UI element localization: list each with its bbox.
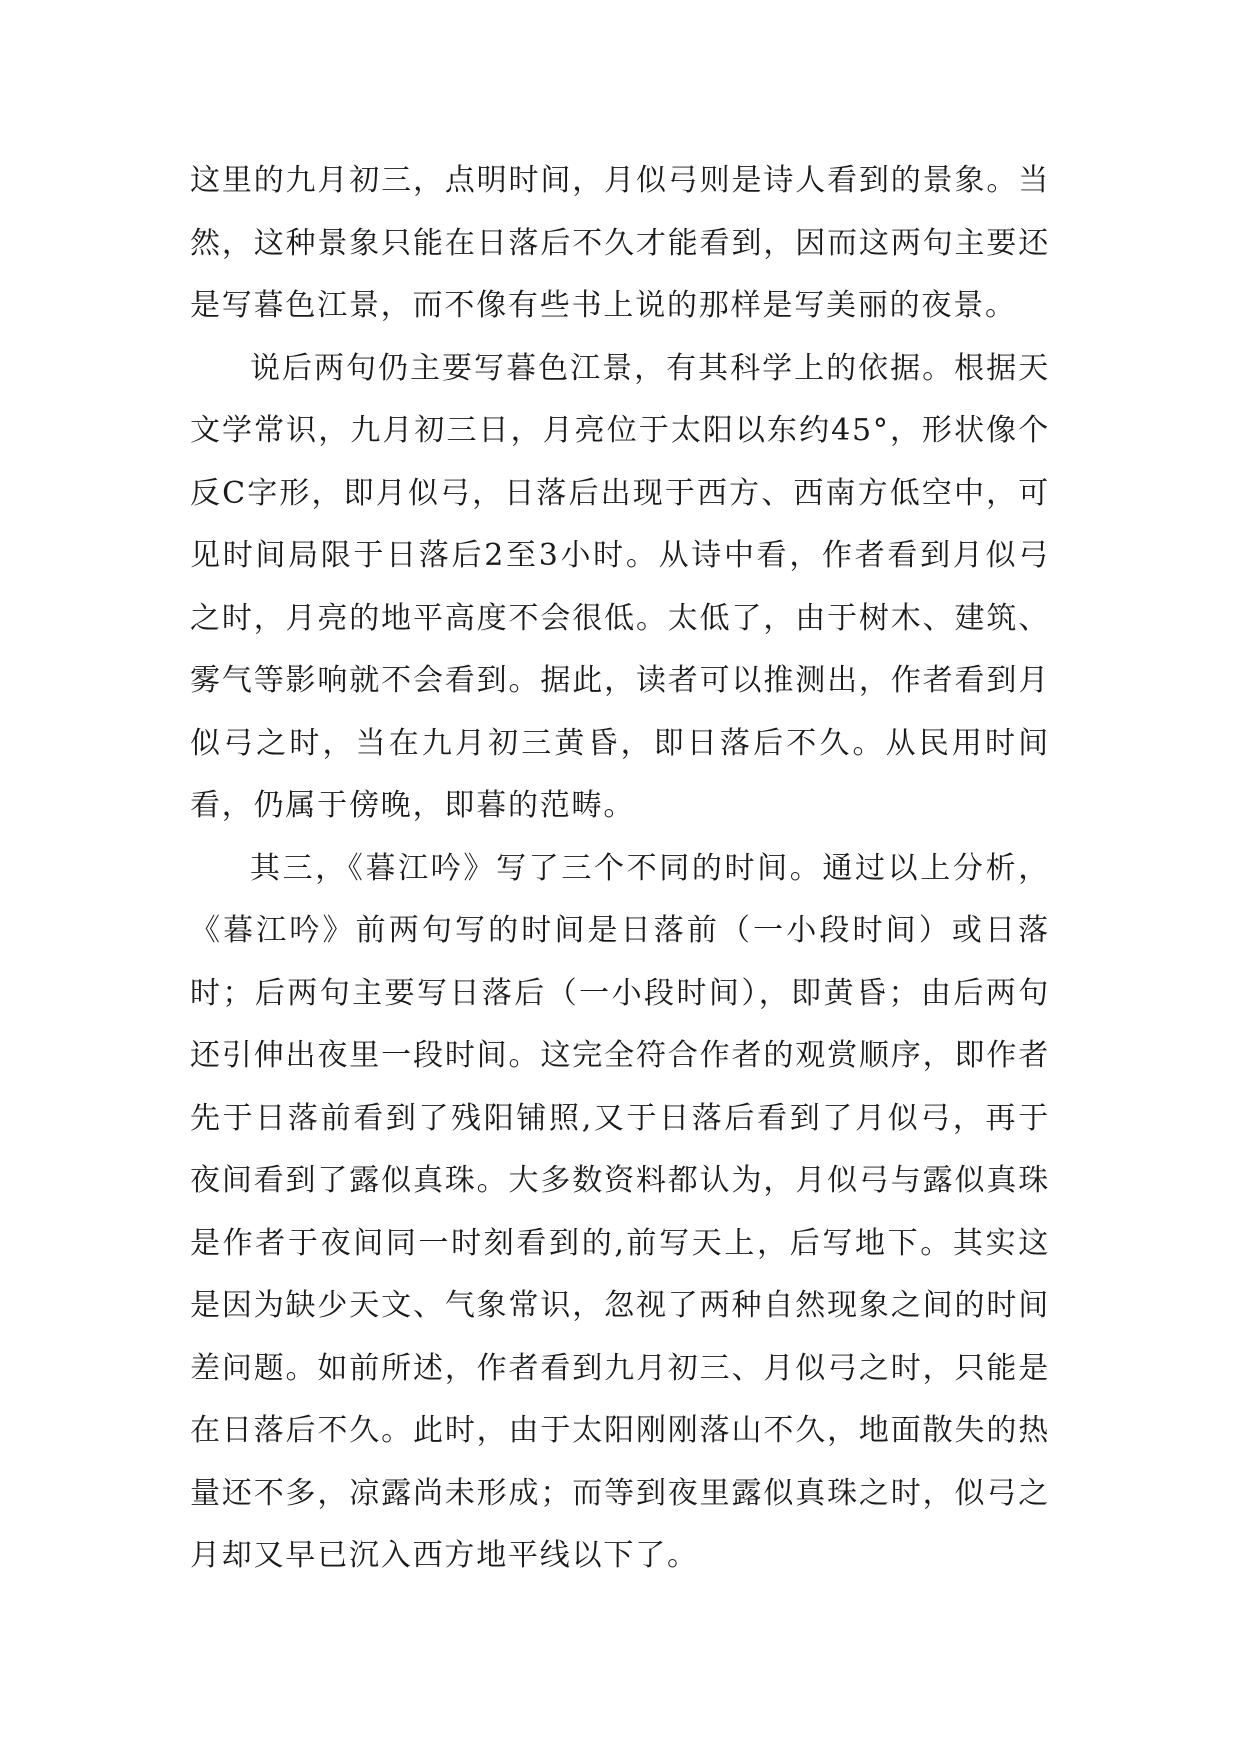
body-text (190, 150, 1050, 1588)
paragraph-2: 说后两句仍主要写暮色江景，有其科学上的依据。根据天文学常识，九月初三日，月亮位于太阳以东约45°，形状像个反C字形，即月似弓，日落后出现于西方、西南方低空中，可见时间局限于日落后2至3小时。从诗中看，作者看到月似弓之时，月亮的地平高度不会很低。太低了，由于树木、建筑、雾气等影响就不会看到。据此，读者可以推测出，作者看到月似弓之时，当在九月初三黄昏，即日落后不久。从民用时间看，仍属于傍晚，即暮的范畴。 (190, 350, 1050, 823)
paragraph-3: 其三，《暮江吟》写了三个不同的时间。通过以上分析，《暮江吟》前两句写的时间是日落前（一小段时间）或日落时；后两句主要写日落后（一小段时间），即黄昏；由后两句还引伸出夜里一段时间。这完全符合作者的观赏顺序，即作者先于日落前看到了残阳铺照,又于日落后看到了月似弓，再于夜间看到了露似真珠。大多数资料都认为，月似弓与露似真珠是作者于夜间同一时刻看到的,前写天上，后写地下。其实这是因为缺少天文、气象常识，忽视了两种自然现象之间的时间差问题。如前所述，作者看到九月初三、月似弓之时，只能是在日落后不久。此时，由于太阳刚刚落山不久，地面散失的热量还不多，凉露尚未形成；而等到夜里露似真珠之时，似弓之月却又早已沉入西方地平线以下了。 (190, 850, 1050, 1573)
paragraph-1: 这里的九月初三，点明时间，月似弓则是诗人看到的景象。当然，这种景象只能在日落后不久才能看到，因而这两句主要还是写暮色江景，而不像有些书上说的那样是写美丽的夜景。 (190, 163, 1050, 323)
